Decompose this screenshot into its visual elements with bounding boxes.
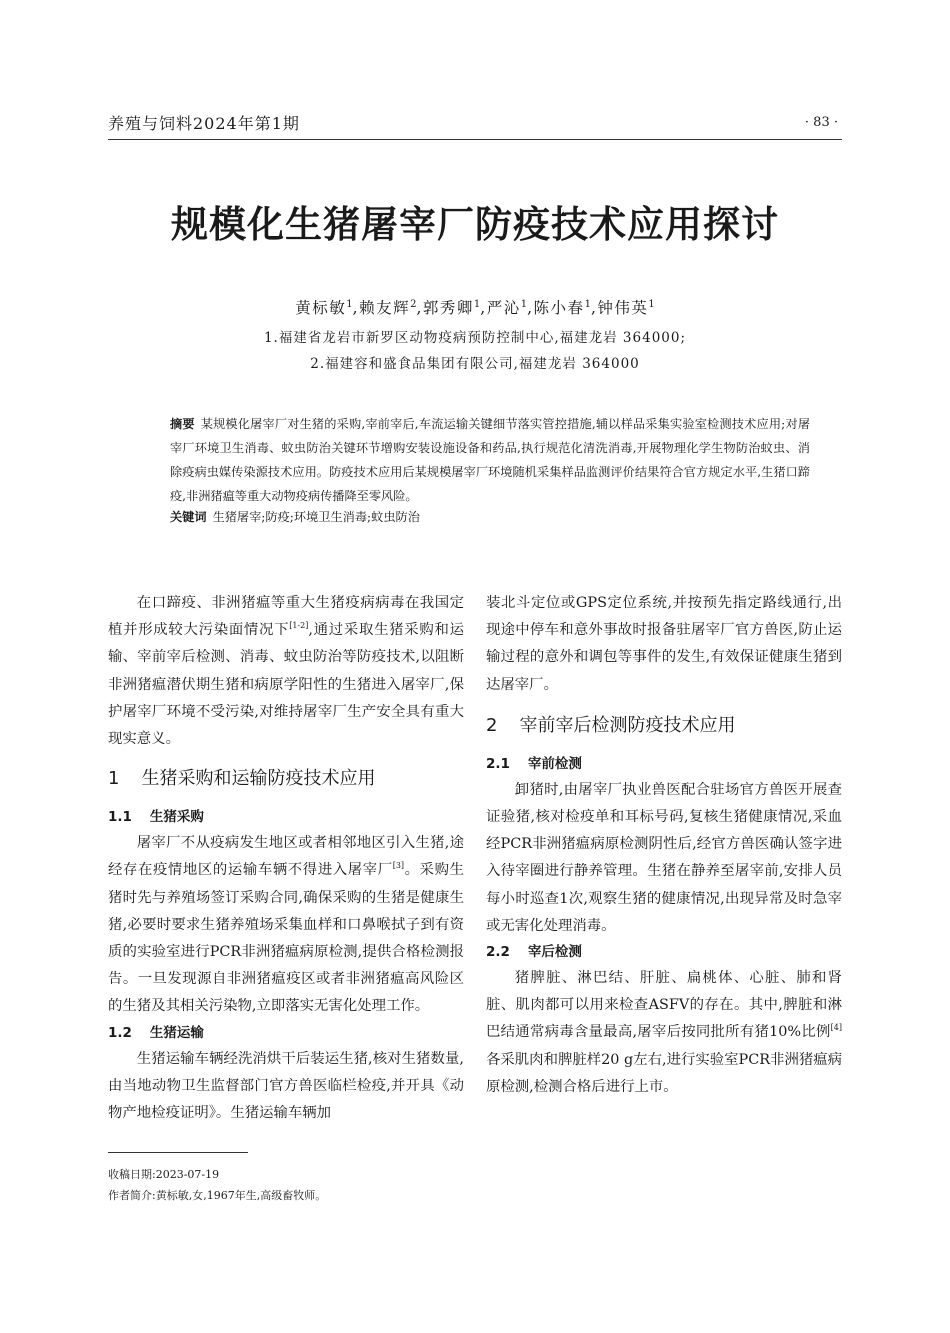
author-name: 赖友辉 [359,299,411,317]
continued-paragraph: 装北斗定位或GPS定位系统,并按预先指定路线通行,出现途中停车和意外事故时报备驻屠宰厂官方兽医,防止运输过程的意外和调包等事件的发生,有效保证健康生猪到达屠宰厂。 [486,595,842,693]
author-name: 黄标敏 [295,299,347,317]
section-1-heading [108,766,464,792]
text-run: 在口蹄疫、非洲猪瘟等重大生猪疫病病毒在我国定植并形成较大污染面情况下 [108,595,464,639]
citation: [4] [830,1023,842,1033]
section-number: 2.2 [486,944,510,961]
received-date: 收稿日期:2023-07-19 [108,1168,220,1181]
text-run: 猪脾脏、淋巴结、肝脏、扁桃体、心脏、肺和肾脏、肌肉都可以用来检查ASFV的存在。其中,脾脏和淋巴结通常病毒含量最高,屠宰后按同批所有猪10%比例 [486,970,842,1041]
affiliation-1: 1.福建省龙岩市新罗区动物疫病预防控制中心,福建龙岩 364000; [263,330,687,346]
section-2-heading [486,713,842,739]
section-title: 生猪采购和运输防疫技术应用 [141,768,376,790]
section-1-2-paragraph: 生猪运输车辆经洗消烘干后装运生猪,核对生猪数量,由当地动物卫生监督部门官方兽医临栏检疫,并开具《动物产地检疫证明》。生猪运输车辆加 [108,1050,464,1122]
section-2-1-heading [486,752,842,777]
author-affiliation-mark: 1 [346,298,353,310]
citation: [1-2] [289,621,309,631]
section-title: 生猪采购 [149,809,204,826]
author-affiliation-mark: 1 [520,298,528,310]
section-1-1-heading [108,805,464,830]
text-run: 屠宰厂不从疫病发生地区或者相邻地区引入生猪,途经存在疫情地区的运输车辆不得进入屠宰厂 [108,835,464,879]
keywords-text: 生猪屠宰;防疫;环境卫生消毒;蚊虫防治 [212,510,420,524]
abstract-label: 摘要 [170,417,195,431]
section-1-2-heading [108,1021,464,1046]
abstract-text: 某规模化屠宰厂对生猪的采购,宰前宰后,车流运输关键细节落实管控措施,辅以样品采集实验室检测技术应用;对屠宰厂环境卫生消毒、蚊虫防治关键环节增购安装设施设备和药品,执行规范化清洗消毒,开展物理化学生物防治蚊虫、消除疫病虫媒传染源技术应用。防疫技术应用后某规模屠宰厂环境随机采集样品监测评价结果符合官方规定水平,生猪口蹄疫,非洲猪瘟等重大动物疫病传播降至零风险。 [170,417,811,503]
author-bio: 作者简介:黄标敏,女,1967年生,高级畜牧师。 [108,1189,327,1202]
section-2-1-paragraph: 卸猪时,由屠宰厂执业兽医配合驻场官方兽医开展查证验猪,核对检疫单和耳标号码,复核生猪健康情况,采血经PCR非洲猪瘟病原检测阴性后,经官方兽医确认签字进入待宰圈进行静养管理。生猪在静养至屠宰前,安排人员每小时巡查1次,观察生猪的健康情况,出现异常及时急宰或无害化处理消毒。 [486,781,842,934]
page-number: · 83 · [804,115,838,130]
section-title: 生猪运输 [149,1024,204,1041]
author-name: 郭秀卿 [422,299,474,317]
section-number: 2 [486,714,498,736]
section-title: 宰前检测 [527,755,582,772]
intro-paragraph [108,590,464,753]
citation: [3] [392,861,405,871]
author-affiliation-mark: 1 [473,298,481,310]
section-title: 宰后检测 [527,944,582,961]
author-name: 严沁 [486,299,521,317]
section-2-2-heading [486,940,842,965]
author-name: 钟伟英 [597,299,649,317]
author-affiliation-mark: 1 [648,298,655,310]
author-affiliation-mark: 2 [410,298,417,310]
journal-header: 养殖与饲料2024年第1期 [108,114,300,133]
author-affiliation-mark: 1 [584,298,591,310]
section-number: 2.1 [486,755,510,772]
author-list: 黄标敏$^1$,赖友辉$^2$,郭秀卿$^1$,严沁$^1$,陈小春$^1$,钟伟英$^1$ [295,298,655,317]
author-name: 陈小春 [533,299,585,317]
section-2-2-paragraph [486,965,842,1101]
section-title: 宰前宰后检测防疫技术应用 [519,714,736,736]
section-number: 1 [108,768,120,790]
left-column [108,590,464,1127]
text-run: 。采购生猪时先与养殖场签订采购合同,确保采购的生猪是健康生猪,必要时要求生猪养殖场采集血样和口鼻喉拭子到有资质的实验室进行PCR非洲猪瘟病原检测,提供合格检测报告。一旦发现源自非洲猪瘟疫区或者非洲猪瘟高风险区的生猪及其相关污染物,立即落实无害化处理工作。 [108,862,464,1015]
section-number: 1.1 [108,809,132,826]
abstract [170,412,810,508]
article-title: 规模化生猪屠宰厂防疫技术应用探讨 [171,203,779,246]
keywords [170,508,810,525]
text-run: ,通过采取生猪采购和运输、宰前宰后检测、消毒、蚊虫防治等防疫技术,以阻断非洲猪瘟潜伏期生猪和病原学阳性的生猪进入屠宰厂,保护屠宰厂环境不受污染,对维持屠宰厂生产安全具有重大现实意义。 [108,622,464,748]
section-number: 1.2 [108,1024,132,1041]
footnote-divider [108,1152,248,1153]
section-1-1-paragraph [108,830,464,1020]
text-run: 各采肌肉和脾脏样20 g左右,进行实验室PCR非洲猪瘟病原检测,检测合格后进行上市。 [486,1051,843,1095]
affiliation-2: 2.福建容和盛食品集团有限公司,福建龙岩 364000 [310,356,640,372]
header-divider [108,139,842,140]
keywords-label: 关键词 [170,510,207,524]
right-column [486,590,842,1101]
